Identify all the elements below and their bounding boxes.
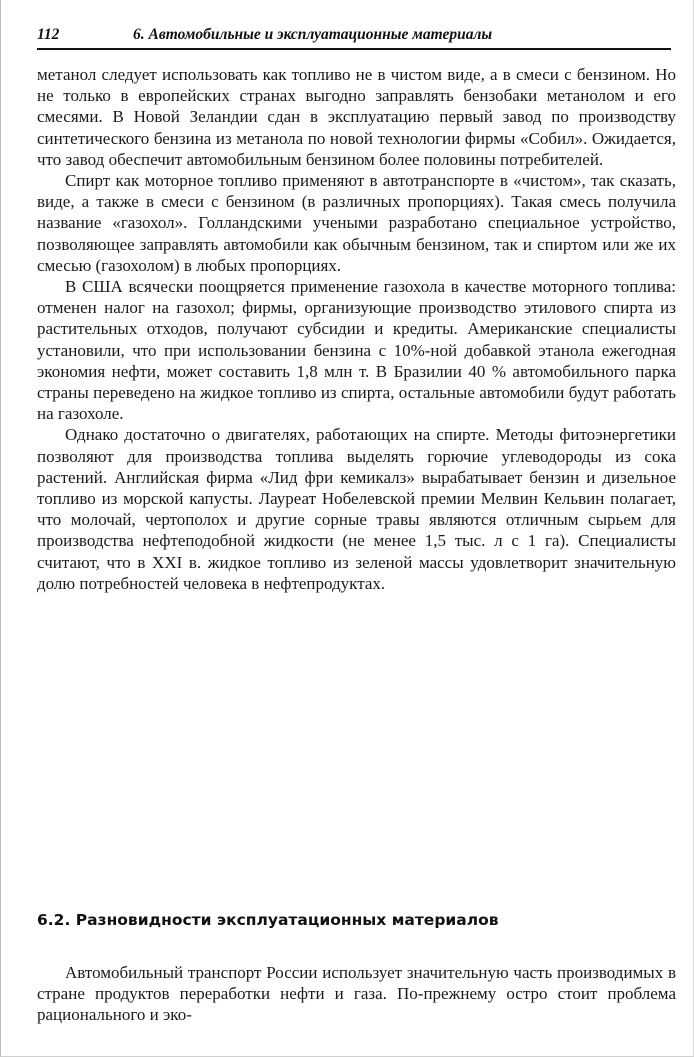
running-title: 6. Автомобильные и эксплуатационные материалы [133, 26, 493, 43]
section-paragraph-1: Автомобильный транспорт России использует значительную часть производимых в стране продуктов переработки нефти и газа. По-прежнему остро стоит проблема рационального и эко- [37, 963, 676, 1025]
paragraph-2: Спирт как моторное топливо применяют в автотранспорте в «чистом», так сказать, виде, а также в смеси с бензином (в различных пропорциях). Такая смесь получила название «газохол». Голландскими учеными разработано специальное устройство, позволяющее заправлять автомобили как обычным бензином, так и спиртом или же их смесью (газохолом) в любых пропорциях. [37, 171, 676, 275]
section-text [37, 962, 676, 1026]
paragraph-3: В США всячески поощряется применение газохола в качестве моторного топлива: отменен налог на газохол; фирмы, организующие производство этилового спирта из растительных отходов, получают субсидии и кредиты. Американские специалисты установили, что при использовании бензина с 10%-ной добавкой этанола ежегодная экономия нефти, может составить 1,8 млн т. В Бразилии 40 % автомобильного парка страны переведено на жидкое топливо из спирта, остальные автомобили будут работать на газохоле. [37, 277, 676, 424]
page-number: 112 [37, 26, 60, 43]
section-heading: 6.2. Разновидности эксплуатационных материалов [37, 911, 499, 929]
paragraph-1: метанол следует использовать как топливо не в чистом виде, а в смеси с бензином. Но не только в европейских странах выгодно заправлять бензобаки метанолом и его смесями. В Новой Зеландии сдан в эксплуатацию первый завод по производству синтетического бензина из метанола по новой технологии фирмы «Собил». Ожидается, что завод обеспечит автомобильным бензином более половины потребителей. [37, 65, 676, 169]
main-text [37, 64, 676, 594]
paragraph-4: Однако достаточно о двигателях, работающих на спирте. Методы фитоэнергетики позволяют для производства топлива выделять горючие углеводороды из сока растений. Английская фирма «Лид фри кемикалз» вырабатывает бензин и дизельное топливо из морской капусты. Лауреат Нобелевской премии Мелвин Кельвин полагает, что молочай, чертополох и другие сорные травы являются отличным сырьем для производства нефтеподобной жидкости (не менее 1,5 тыс. л с 1 га). Специалисты считают, что в XXI в. жидкое топливо из зеленой массы удовлетворит значительную долю потребностей человека в нефтепродуктах. [37, 425, 676, 593]
page-header [37, 22, 671, 50]
